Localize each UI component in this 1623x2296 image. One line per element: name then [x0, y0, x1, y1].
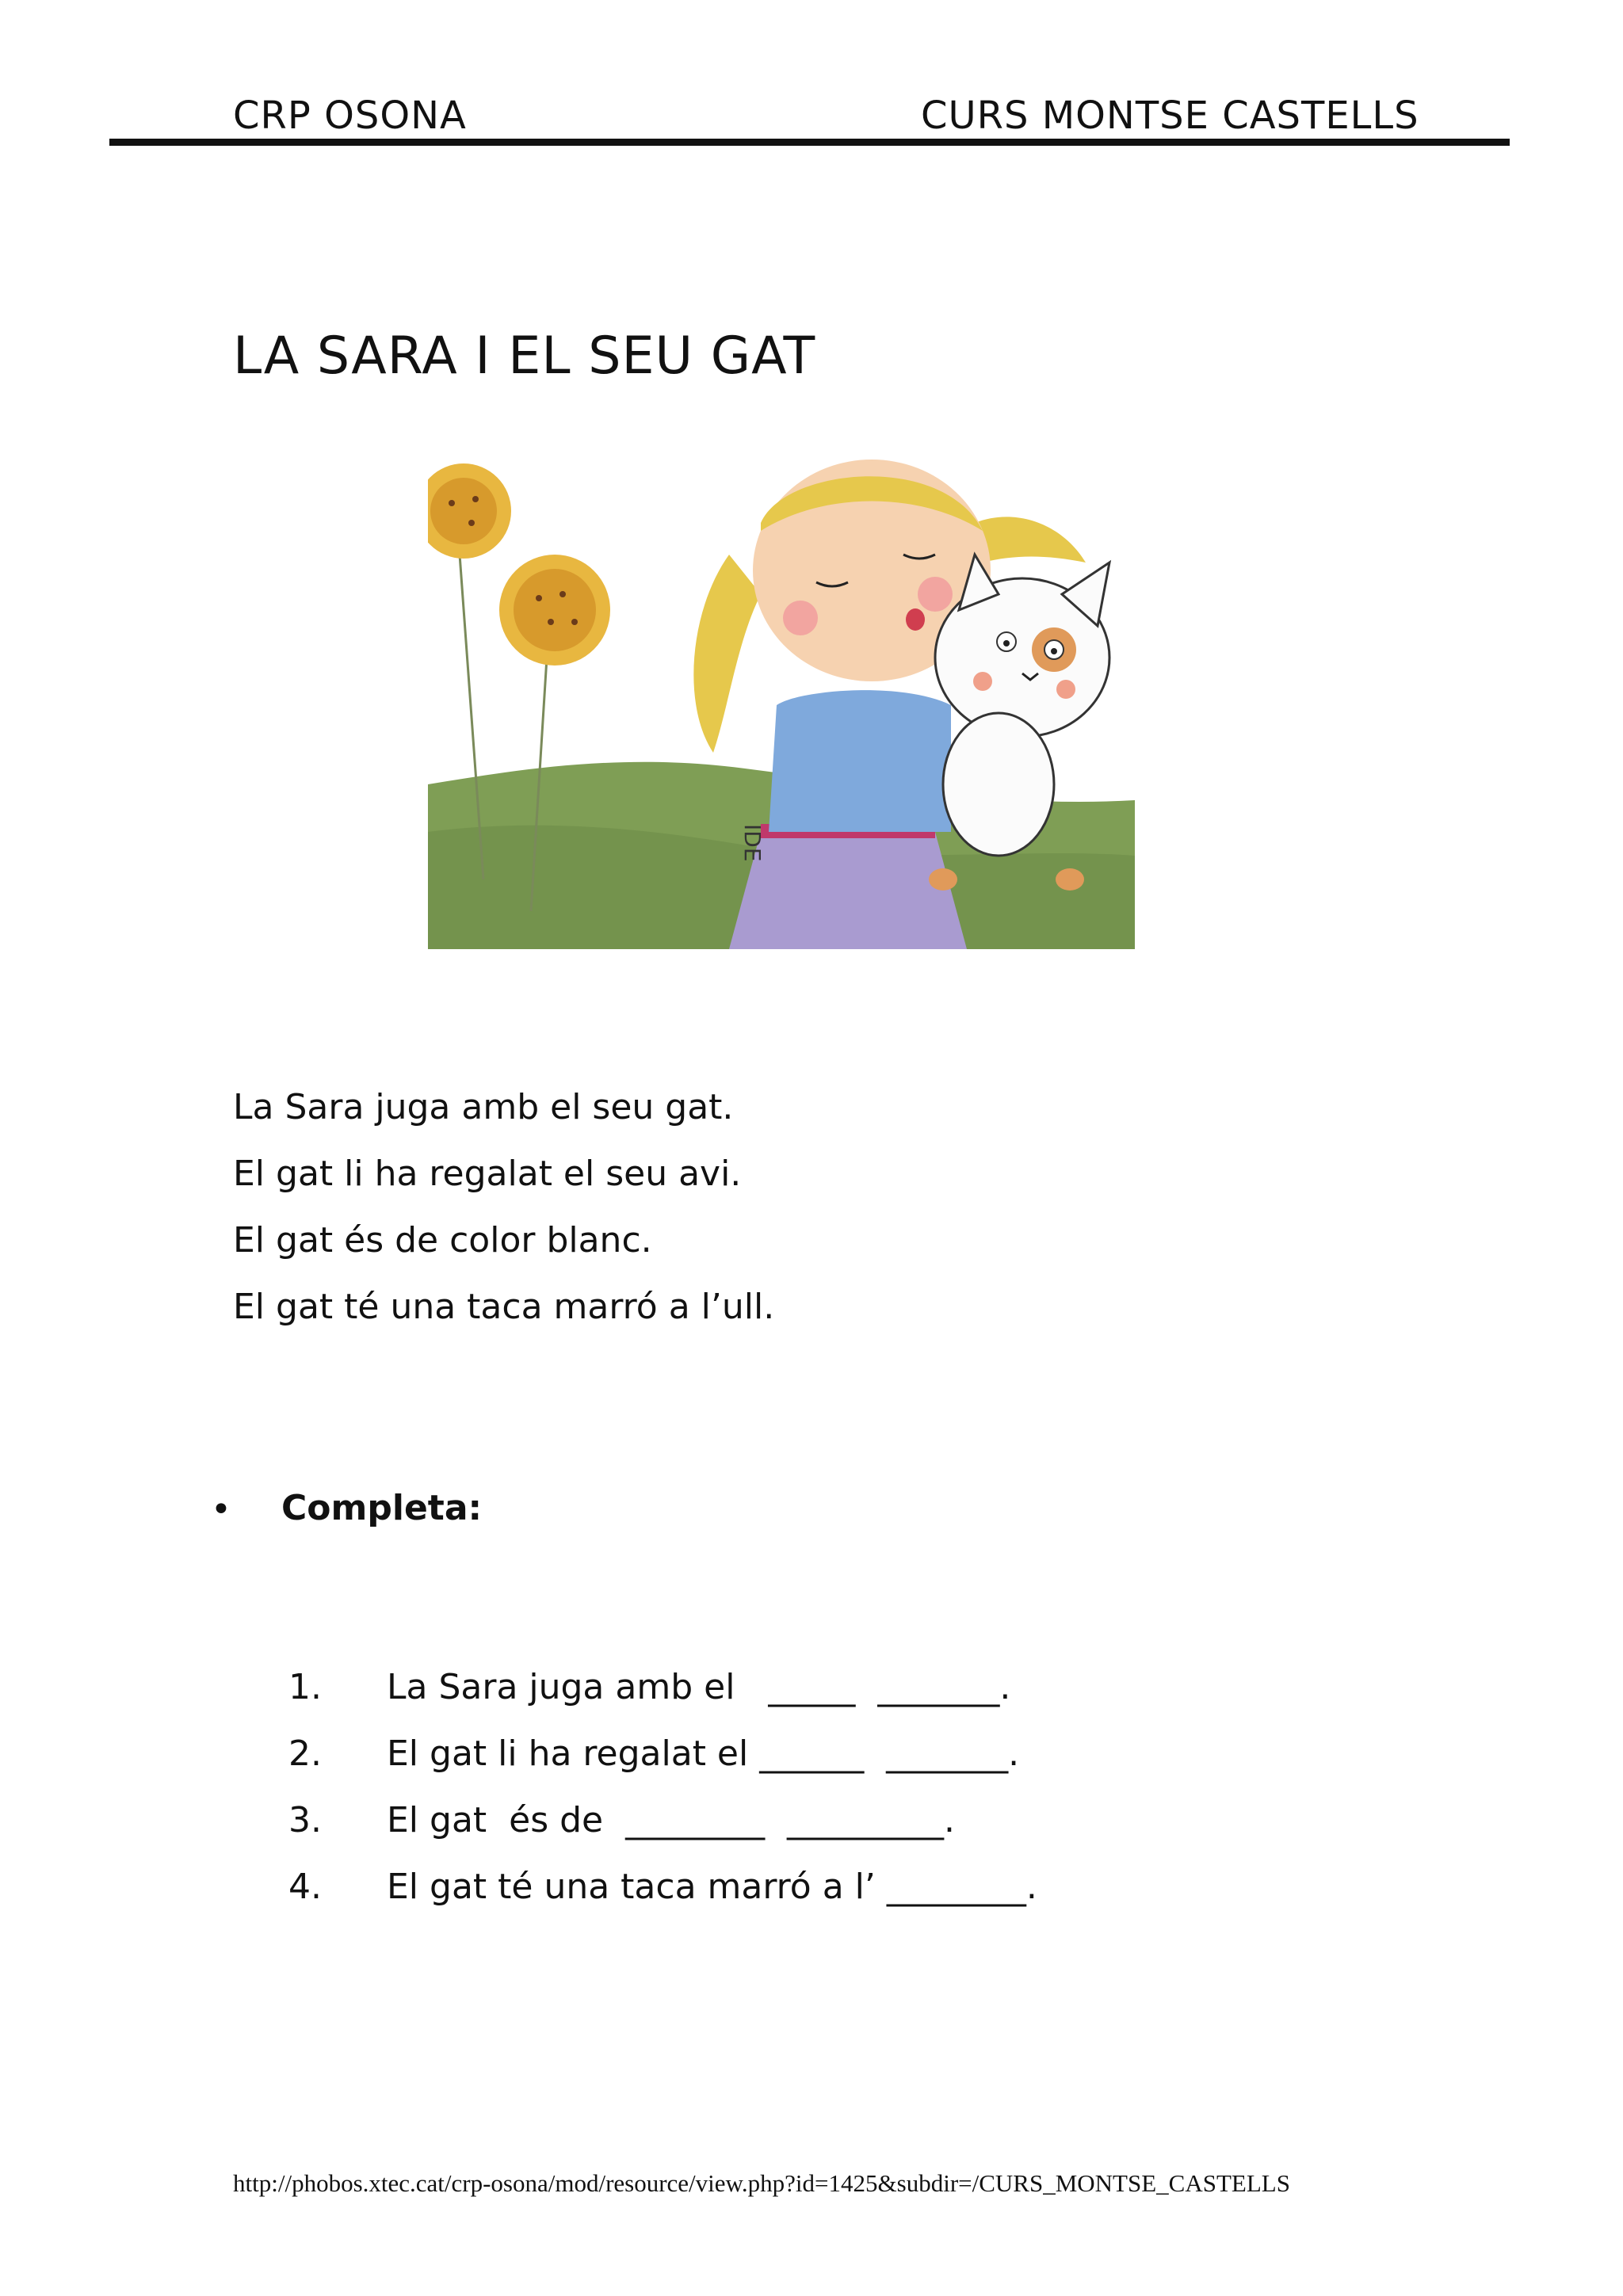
story-text: [233, 1082, 774, 1348]
header-right-text: CURS MONTSE CASTELLS: [921, 93, 1419, 138]
bullet-icon: •: [211, 1489, 231, 1530]
item-number: 4.: [288, 1867, 322, 1907]
item-text: La Sara juga amb el _____ _______.: [387, 1667, 1011, 1707]
header-left-text: CRP OSONA: [233, 93, 467, 138]
item-number: 1.: [288, 1667, 322, 1707]
item-text: El gat li ha regalat el ______ _______.: [387, 1733, 1020, 1774]
exercise-item: [288, 1729, 1037, 1795]
item-text: El gat és de ________ _________.: [387, 1800, 956, 1840]
story-line: El gat és de color blanc.: [233, 1220, 652, 1261]
story-line: El gat té una taca marró a l’ull.: [233, 1287, 775, 1327]
illustration-signature: IDE: [739, 824, 766, 862]
exercise-list: [288, 1662, 1037, 1928]
girl-hugging-cat-illustration: [428, 436, 1135, 949]
story-line: El gat li ha regalat el seu avi.: [233, 1154, 742, 1194]
footer-url: http://phobos.xtec.cat/crp-osona/mod/resource/view.php?id=1425&subdir=/CURS_MONTSE_CASTELLS: [233, 2169, 1290, 2197]
exercise-item: [288, 1862, 1037, 1928]
header-rule: [109, 139, 1510, 146]
exercise-heading: Completa:: [281, 1488, 483, 1528]
page-title: LA SARA I EL SEU GAT: [233, 326, 816, 386]
item-number: 2.: [288, 1733, 322, 1774]
exercise-item: [288, 1795, 1037, 1862]
item-number: 3.: [288, 1800, 322, 1840]
item-text: El gat té una taca marró a l’ ________.: [387, 1867, 1037, 1907]
exercise-item: [288, 1662, 1037, 1729]
story-line: La Sara juga amb el seu gat.: [233, 1087, 734, 1127]
